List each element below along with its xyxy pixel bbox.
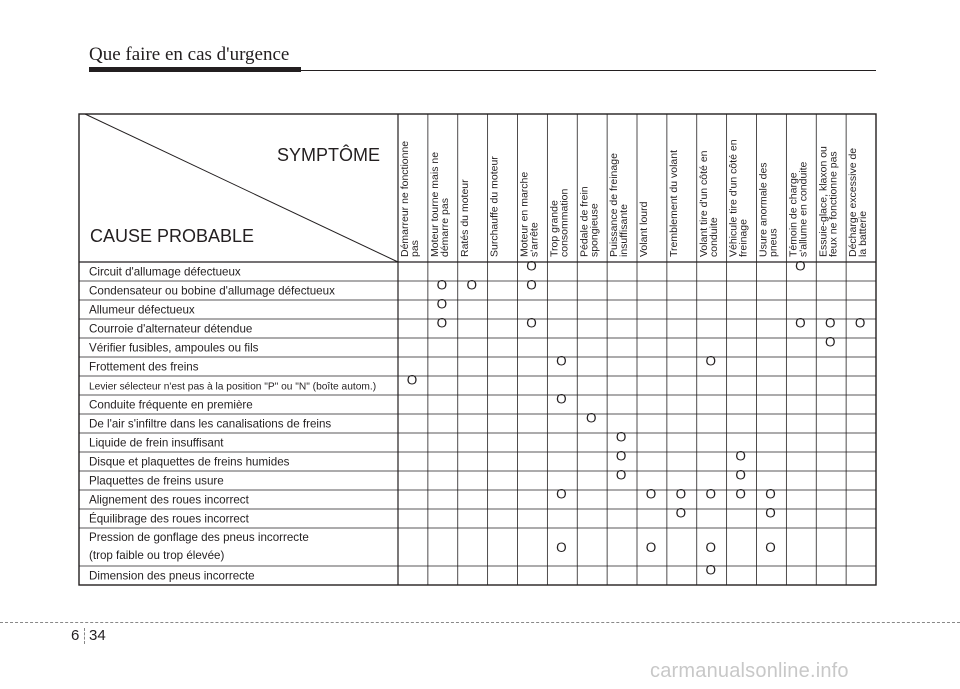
mark-row13-col13: O [765,486,776,502]
row-label-15: (trop faible ou trop élevée) [89,549,225,562]
mark-row4-col14: O [795,315,806,331]
mark-row2-col2: O [436,277,448,293]
row-label-10: Liquide de frein insuffisant [89,436,224,450]
column-header-7: spongieuse [588,203,601,257]
column-header-6: Trop grande [548,200,561,257]
row-label-16: Dimension des pneus incorrecte [89,569,255,583]
mark-row12-col8: O [615,467,627,483]
mark-row4-col16: O [854,315,866,331]
mark-row3-col2: O [436,296,448,312]
mark-row8-col6: O [556,391,567,407]
row-label-7: Levier sélecteur n'est pas à la position "P" ou "N" (boîte autom.) [89,381,377,393]
corner-label-cause: CAUSE PROBABLE [90,226,255,246]
column-header-16: la batterie [857,210,870,257]
column-header-14: s'allume en conduite [797,161,810,257]
column-header-10: Tremblement du volant [667,150,680,257]
column-header-14: Témoin de charge [787,172,800,257]
column-header-4: Surchauffe du moteur [488,156,501,257]
page-number: 34 [89,627,106,644]
watermark: carmanualsonline.info [650,660,849,682]
mark-row16-col11: O [705,562,717,578]
column-header-16: Décharge excessive de [847,147,860,257]
mark-row4-col15: O [824,315,836,331]
column-header-15: Essuie-glace, klaxon ou [817,146,830,257]
mark-row13-col9: O [645,486,657,502]
chapter-number: 6 [71,627,80,644]
mark-row2-col3: O [466,277,478,293]
row-label-15: Pression de gonflage des pneus incorrecte [89,531,309,544]
mark-row6-col6: O [556,353,567,369]
column-header-8: insuffisante [618,204,631,257]
column-header-11: Volant tire d'un côté en [697,150,710,257]
page-separator [84,628,85,644]
corner-label-symptom: SYMPTÔME [276,145,380,165]
column-header-12: Véhicule tire d'un côté en [727,139,740,257]
column-header-2: Moteur tourne mais ne [428,151,441,257]
mark-row2-col5: O [526,277,537,293]
column-header-5: Moteur en marche [518,171,531,257]
mark-row4-col5: O [526,315,537,331]
mark-row14-col10: O [675,505,687,521]
row-label-11: Disque et plaquettes de freins humides [89,455,290,469]
mark-row15-col6: O [556,540,567,555]
column-header-5: s'arrête [528,222,541,257]
column-header-1: pas [409,240,421,257]
row-label-2: Condensateur ou bobine d'allumage défectueux [89,284,335,298]
mark-row7-col1: O [406,372,418,388]
mark-row13-col12: O [735,486,746,502]
row-label-4: Courroie d'alternateur détendue [89,322,253,336]
row-label-13: Alignement des roues incorrect [89,493,249,507]
mark-row9-col7: O [585,410,597,426]
mark-row15-col13: O [765,540,776,555]
column-header-8: Puissance de freinage [608,153,621,257]
mark-row13-col6: O [556,486,567,502]
column-header-9: Volant lourd [638,201,650,257]
column-header-13: Usure anormale des [757,162,770,257]
row-label-9: De l'air s'infiltre dans les canalisations de freins [89,417,332,431]
column-header-15: feux ne fonctionne pas [827,151,840,257]
mark-row4-col2: O [436,315,448,331]
mark-row1-col5: O [526,258,537,274]
mark-row11-col8: O [615,448,627,464]
column-header-1: Démarreur ne fonctionne [399,140,411,257]
mark-row11-col12: O [735,448,746,464]
row-label-5: Vérifier fusibles, ampoules ou fils [89,341,259,355]
footer-rule [0,622,960,623]
mark-row1-col14: O [795,258,806,274]
row-label-8: Conduite fréquente en première [89,398,253,412]
row-label-1: Circuit d'allumage défectueux [89,265,241,279]
row-label-12: Plaquettes de freins usure [89,474,224,488]
column-header-13: pneus [767,228,780,257]
row-label-3: Allumeur défectueux [89,303,195,317]
column-header-2: démarre pas [438,198,451,257]
mark-row15-col9: O [645,540,657,555]
column-header-7: Pédale de frein [578,186,591,257]
mark-row13-col11: O [705,486,717,502]
mark-row5-col15: O [824,334,836,350]
mark-row6-col11: O [705,353,717,369]
page-title: Que faire en cas d'urgence [89,44,290,65]
mark-row10-col8: O [615,429,627,445]
column-header-3: Ratés du moteur [458,179,471,257]
mark-row12-col12: O [735,467,746,483]
column-header-11: conduite [707,217,720,257]
column-header-12: freinage [737,219,750,257]
mark-row14-col13: O [765,505,776,521]
column-header-6: consommation [558,188,571,257]
mark-row13-col10: O [675,486,687,502]
mark-row15-col11: O [705,540,717,555]
row-label-6: Frottement des freins [89,360,199,374]
row-label-14: Équilibrage des roues incorrect [89,512,249,526]
